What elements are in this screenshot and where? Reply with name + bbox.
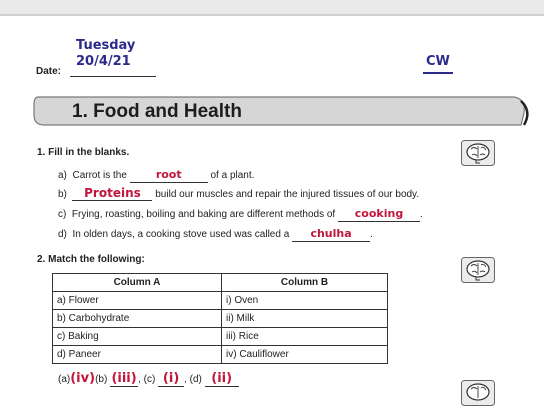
column-a-cell: a) Flower [53, 292, 222, 310]
answer-d-value: (ii) [205, 372, 239, 387]
item-number: a) [58, 170, 67, 181]
column-b-cell: iii) Rice [222, 328, 388, 346]
table-header-row [53, 274, 388, 292]
item-text-before: Frying, roasting, boiling and baking are different methods of [71, 209, 336, 220]
column-b-header: Column B [222, 274, 388, 292]
top-divider [0, 14, 544, 16]
top-band [0, 0, 544, 14]
chapter-title-bar [34, 97, 522, 127]
answer-a-label: (a) [58, 374, 71, 385]
table-row [53, 310, 388, 328]
item-text-after: build our muscles and repair the injured tissues of our body. [155, 189, 420, 200]
answer-c-label: (c) [143, 374, 156, 385]
q1-item-c [58, 207, 423, 222]
table-row [53, 346, 388, 364]
q1-item-a [58, 168, 254, 183]
day-text: Tuesday [76, 38, 136, 53]
q2-heading: 2. Match the following: [37, 254, 145, 265]
item-number: d) [58, 229, 67, 240]
item-number: c) [58, 209, 67, 220]
q1-heading: 1. Fill in the blanks. [37, 147, 130, 158]
cw-underline [423, 72, 453, 74]
brain-icon [461, 380, 495, 411]
answer-c-value: (i) [158, 372, 184, 387]
brain-icon [461, 257, 495, 288]
date-value: 20/4/21 [76, 54, 131, 69]
column-a-cell: b) Carbohydrate [53, 310, 222, 328]
column-b-cell: iv) Cauliflower [222, 346, 388, 364]
item-text-after: of a plant. [210, 170, 255, 181]
column-a-cell: c) Baking [53, 328, 222, 346]
column-a-header: Column A [53, 274, 222, 292]
table-row [53, 292, 388, 310]
item-number: b) [58, 189, 67, 200]
q1-item-d [58, 227, 373, 242]
column-b-cell: ii) Milk [222, 310, 388, 328]
answer-d-label: (d) [189, 374, 202, 385]
item-text-after: . [420, 209, 423, 220]
q1-item-b [58, 186, 419, 201]
answer-b-label: (b) [95, 374, 108, 385]
answer-chulha: chulha [292, 227, 370, 242]
answer-root: root [130, 168, 208, 183]
match-answers: (a)(iv)(b) (iii), (c) (i) , (d) (ii) [58, 371, 239, 387]
column-b-cell: i) Oven [222, 292, 388, 310]
item-text-before: Carrot is the [72, 170, 127, 181]
answer-a-value: (iv) [70, 371, 96, 386]
item-text-after: . [370, 229, 373, 240]
column-a-cell: d) Paneer [53, 346, 222, 364]
date-label: Date: [36, 66, 62, 77]
match-table [52, 273, 388, 364]
item-text-before: In olden days, a cooking stove used was called a [72, 229, 290, 240]
brain-icon [461, 140, 495, 171]
answer-cooking: cooking [338, 207, 420, 222]
date-underline [70, 76, 156, 77]
chapter-title: 1. Food and Health [72, 101, 242, 122]
table-row [53, 328, 388, 346]
answer-proteins: Proteins [72, 186, 152, 201]
answer-b-value: (iii) [111, 371, 137, 386]
cw-label: CW [426, 54, 450, 69]
